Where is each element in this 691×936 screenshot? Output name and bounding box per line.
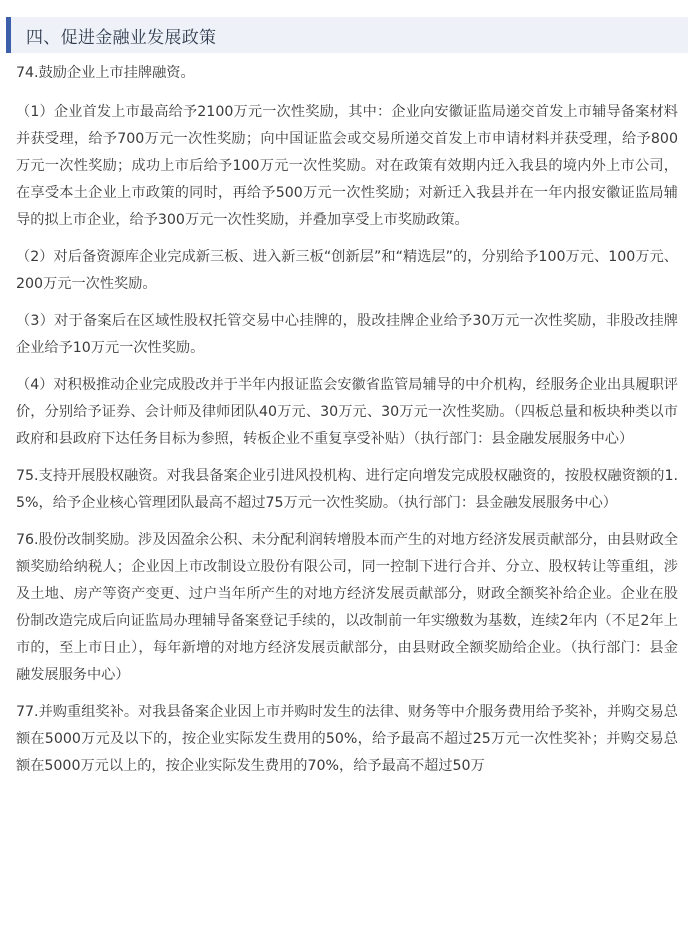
policy-item-74-3: （3）对于备案后在区域性股权托管交易中心挂牌的，股改挂牌企业给予30万元一次性奖励，非股改挂牌企业给予10万元一次性奖励。: [16, 313, 678, 356]
policy-item-74-title: 74.鼓励企业上市挂牌融资。: [16, 65, 195, 81]
policy-item-76: 76.股份改制奖励。涉及因盈余公积、未分配利润转增股本而产生的对地方经济发展贡献部分，由县财政全额奖励给纳税人；企业因上市改制设立股份有限公司，同一控制下进行合并、分立、股权转让等重组，涉及土地、房产等资产变更、过户当年所产生的对地方经济发展贡献部分，财政全额奖补给企业。企业在股份制改造完成后向证监局办理辅导备案登记手续的，以改制前一年实缴数为基数，连续2年内（不足2年上市的，至上市日止），每年新增的对地方经济发展贡献部分，由县财政全额奖励给企业。（执行部门：县金融发展服务中心）: [16, 532, 678, 683]
policy-content: [16, 60, 678, 790]
section-title: 四、促进金融业发展政策: [26, 27, 217, 48]
policy-item-74-1: （1）企业首发上市最高给予2100万元一次性奖励，其中：企业向安徽证监局递交首发上市辅导备案材料并获受理，给予700万元一次性奖励；向中国证监会或交易所递交首发上市申请材料并获受理，给予800万元一次性奖励；成功上市后给予100万元一次性奖励。对在政策有效期内迁入我县的境内外上市公司，在享受本土企业上市政策的同时，再给予500万元一次性奖励；对新迁入我县并在一年内报安徽证监局辅导的拟上市企业，给予300万元一次性奖励，并叠加享受上市奖励政策。: [16, 104, 678, 228]
policy-item-75: 75.支持开展股权融资。对我县备案企业引进风投机构、进行定向增发完成股权融资的，按股权融资额的1.5%，给予企业核心管理团队最高不超过75万元一次性奖励。（执行部门：县金融发展服务中心）: [16, 468, 678, 511]
policy-item-74-4: （4）对积极推动企业完成股改并于半年内报证监会安徽省监管局辅导的中介机构，经服务企业出具履职评价，分别给予证券、会计师及律师团队40万元、30万元、30万元一次性奖励。（四板总量和板块种类以市政府和县政府下达任务目标为参照，转板企业不重复享受补贴）（执行部门：县金融发展服务中心）: [16, 377, 678, 447]
section-header: [6, 17, 688, 53]
policy-item-74-2: （2）对后备资源库企业完成新三板、进入新三板“创新层”和“精选层”的，分别给予100万元、100万元、200万元一次性奖励。: [16, 249, 678, 292]
policy-item-77: 77.并购重组奖补。对我县备案企业因上市并购时发生的法律、财务等中介服务费用给予奖补，并购交易总额在5000万元及以下的，按企业实际发生费用的50%，给予最高不超过25万元一次性奖补；并购交易总额在5000万元以上的，按企业实际发生费用的70%，给予最高不超过50万: [16, 704, 678, 774]
